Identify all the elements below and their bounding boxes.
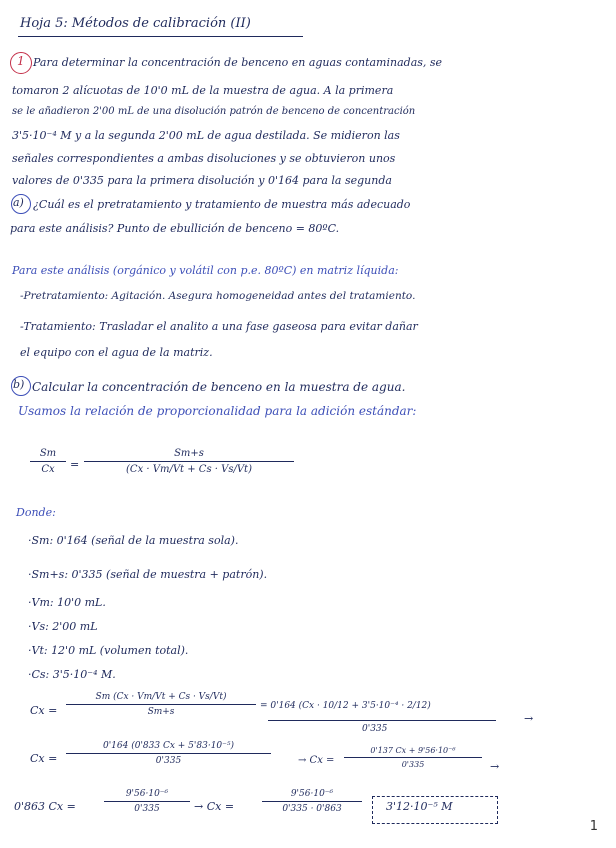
step3-rhs-frac (262, 789, 362, 814)
part-b-intro: Usamos la relación de proporcionalidad para la adición estándar: (18, 404, 417, 418)
step2-den: 0'335 (155, 756, 182, 766)
statement-line-2: tomaron 2 alícuotas de 10'0 mL de la muestra de agua. A la primera (12, 84, 394, 97)
formula-lhs-num: Sm (39, 448, 57, 459)
step1-rhs-bar (268, 720, 496, 721)
definition-5: ·Vt: 12'0 mL (volumen total). (28, 644, 189, 657)
step3-arrow: → Cx = (194, 800, 235, 813)
title-underline (18, 36, 303, 37)
step3-rhs-den: 0'335 · 0'863 (282, 804, 342, 814)
step3-lhs: 0'863 Cx = (14, 800, 76, 813)
part-a-question-1: ¿Cuál es el pretratamiento y tratamiento de muestra más adecuado (33, 198, 411, 211)
result-value: 3'12·10⁻⁵ M (386, 800, 453, 813)
step3-den: 0'335 (134, 804, 160, 814)
step1-arrow: → (524, 712, 534, 725)
step2-frac (66, 741, 271, 766)
formula-rhs-den: (Cx · Vm/Vt + Cs · Vs/Vt) (126, 464, 252, 475)
step2-arrow2: → (490, 760, 500, 773)
statement-line-5: señales correspondientes a ambas disoluciones y se obtuvieron unos (12, 152, 396, 165)
part-b-question: Calcular la concentración de benceno en la muestra de agua. (32, 380, 406, 394)
step2-rhs-den: 0'335 (401, 760, 425, 769)
step1-bar (66, 704, 256, 705)
formula-rhs (84, 448, 294, 475)
formula-lhs-den: Cx (41, 464, 55, 475)
part-a-answer-2: -Pretratamiento: Agitación. Asegura homogeneidad antes del tratamiento. (20, 290, 416, 302)
definition-2: ·Sm+s: 0'335 (señal de muestra + patrón). (28, 568, 268, 581)
step1-rhs-den: 0'335 (362, 724, 388, 734)
step2-rhs-frac (344, 746, 482, 769)
definition-1: ·Sm: 0'164 (señal de la muestra sola). (28, 534, 239, 547)
formula-rhs-bar (84, 461, 294, 462)
step1-rhs: = 0'164 (Cx · 10/12 + 3'5·10⁻⁴ · 2/12) (260, 701, 431, 711)
step2-rhs-bar (344, 757, 482, 758)
part-a-answer-1: Para este análisis (orgánico y volátil con p.e. 80ºC) en matriz líquida: (12, 264, 399, 277)
step2-bar (66, 753, 271, 754)
formula-equals: = (70, 458, 80, 471)
step3-rhs-bar (262, 801, 362, 802)
where-label: Donde: (16, 506, 56, 519)
step1-frac (66, 692, 256, 717)
step2-rhs-num: 0'137 Cx + 9'56·10⁻⁶ (370, 746, 456, 755)
definition-4: ·Vs: 2'00 mL (28, 620, 98, 633)
step1-num: Sm (Cx · Vm/Vt + Cs · Vs/Vt) (95, 692, 227, 702)
statement-line-1: Para determinar la concentración de benceno en aguas contaminadas, se (33, 56, 443, 69)
definition-3: ·Vm: 10'0 mL. (28, 596, 106, 609)
statement-line-6: valores de 0'335 para la primera disolución y 0'164 para la segunda (12, 174, 392, 187)
step1-lhs: Cx = (30, 704, 58, 717)
step2-arrow: → Cx = (298, 755, 335, 766)
step3-frac (104, 789, 190, 814)
statement-line-3: se le añadieron 2'00 mL de una disolución patrón de benceno de concentración (12, 106, 416, 117)
step1-den: Sm+s (147, 707, 175, 717)
part-a-label: a) (13, 196, 24, 209)
page-title: Hoja 5: Métodos de calibración (II) (20, 16, 251, 31)
formula-lhs (30, 448, 66, 475)
step3-rhs-num: 9'56·10⁻⁶ (290, 789, 334, 799)
step3-bar (104, 801, 190, 802)
problem-number: 1 (17, 54, 25, 68)
formula-lhs-bar (30, 461, 66, 462)
part-a-answer-3: -Tratamiento: Trasladar el analito a una fase gaseosa para evitar dañar (20, 320, 418, 333)
definition-6: ·Cs: 3'5·10⁻⁴ M. (28, 668, 116, 681)
page-number: 1 (589, 819, 598, 834)
formula-rhs-num: Sm+s (174, 448, 204, 459)
part-a-answer-4: el equipo con el agua de la matriz. (20, 346, 213, 359)
step2-lhs: Cx = (30, 752, 58, 765)
part-a-question-2: para este análisis? Punto de ebullición de benceno = 80ºC. (10, 222, 340, 235)
step2-num: 0'164 (0'833 Cx + 5'83·10⁻⁵) (102, 741, 235, 751)
step3-num: 9'56·10⁻⁶ (125, 789, 169, 799)
part-b-label: b) (13, 378, 25, 391)
statement-line-4: 3'5·10⁻⁴ M y a la segunda 2'00 mL de agua destilada. Se midieron las (12, 129, 400, 142)
